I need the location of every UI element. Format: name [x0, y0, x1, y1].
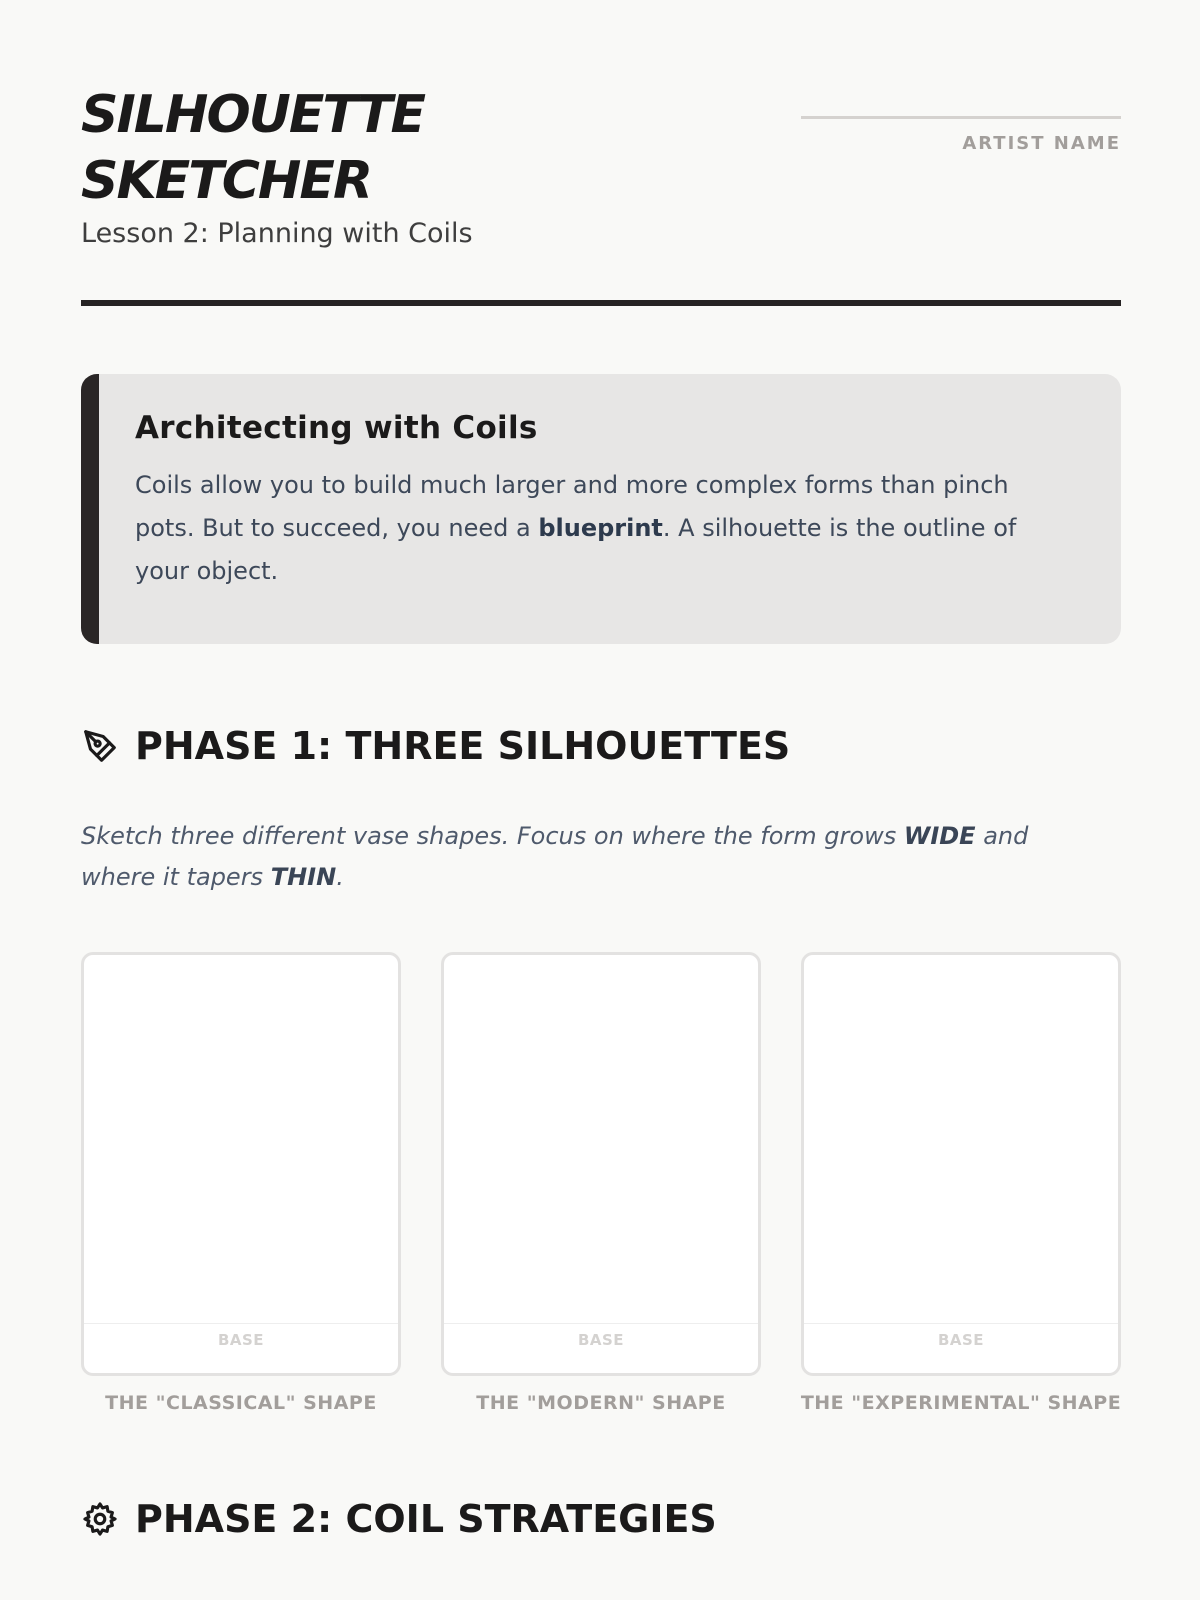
- intro-text: [135, 464, 1075, 593]
- intro-callout: [81, 374, 1121, 644]
- intro-text-start: Coils allow you to build much larger and more complex forms than pinch pots. But to succeed, you need a: [135, 471, 1009, 542]
- phase-1-instruction: [81, 816, 1081, 898]
- card-caption: THE "CLASSICAL" SHAPE: [105, 1392, 377, 1414]
- phase-2-heading: [81, 1497, 717, 1541]
- silhouette-card-classical: [81, 952, 401, 1414]
- instruction-thin: THIN: [270, 863, 337, 891]
- title-line-1: SILHOUETTE: [81, 85, 425, 145]
- sketch-area[interactable]: [81, 952, 401, 1376]
- sketch-area[interactable]: [801, 952, 1121, 1376]
- phase-1-heading: [81, 724, 790, 768]
- base-label: BASE: [577, 1331, 625, 1349]
- artist-name-label: ARTIST NAME: [962, 133, 1121, 154]
- phase-2-title: PHASE 2: COIL STRATEGIES: [135, 1497, 717, 1541]
- title-line-2: SKETCHER: [81, 151, 371, 211]
- artist-name-field[interactable]: [801, 116, 1121, 119]
- intro-text-bold: blueprint: [538, 514, 663, 542]
- intro-text-end: . A silhouette is the outline of your object.: [135, 514, 1017, 585]
- base-line: [804, 1323, 1118, 1324]
- base-label: BASE: [937, 1331, 985, 1349]
- silhouette-card-modern: [441, 952, 761, 1414]
- gear-icon: [81, 1500, 119, 1538]
- silhouette-card-experimental: [801, 952, 1121, 1414]
- pen-nib-icon: [81, 727, 119, 765]
- base-line: [84, 1323, 398, 1324]
- intro-title: Architecting with Coils: [135, 410, 538, 446]
- instruction-part-3: .: [336, 863, 344, 891]
- instruction-wide: WIDE: [903, 822, 976, 850]
- silhouette-cards: [81, 952, 1121, 1414]
- phase-1-title: PHASE 1: THREE SILHOUETTES: [135, 724, 791, 768]
- header-divider: [81, 300, 1121, 306]
- base-label: BASE: [217, 1331, 265, 1349]
- card-caption: THE "MODERN" SHAPE: [476, 1392, 726, 1414]
- instruction-part-2: and where it tapers: [81, 822, 1029, 891]
- page-title: [81, 82, 424, 214]
- card-caption: THE "EXPERIMENTAL" SHAPE: [800, 1392, 1122, 1414]
- lesson-subtitle: Lesson 2: Planning with Coils: [81, 218, 473, 249]
- instruction-part-1: Sketch three different vase shapes. Focus on where the form grows: [81, 822, 904, 850]
- base-line: [444, 1323, 758, 1324]
- sketch-area[interactable]: [441, 952, 761, 1376]
